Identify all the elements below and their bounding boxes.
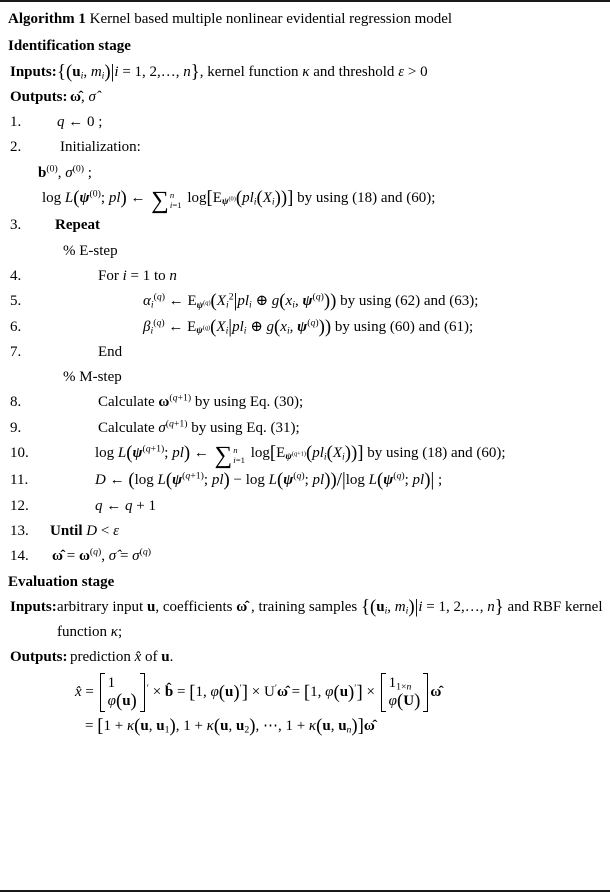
algorithm-line [0,215,610,236]
algorithm-line [0,163,610,184]
line-label: Outputs: [10,88,68,105]
line-label: 12. [10,497,29,514]
line-label: 11. [10,472,29,489]
bottom-rule [0,890,610,892]
algorithm-line [0,36,610,57]
line-label: Inputs: [10,63,57,80]
line-content: $\log L(\psi^{(0)}$; pl) ← ∑ n i=1 $\log[E_{\psi^{(0)}}(pl_i(X_i))]$ by using (18) and (60); [42,187,436,215]
line-content: = [1 + κ(u, $u_1$), 1 + κ(u, $u_2$), ⋯, 1 + κ(u, $u_n)]\omegâ$ [85,715,375,737]
algorithm-line [0,187,610,215]
line-content: function κ; [57,624,123,641]
algorithm-line [0,137,610,158]
line-content: {($u_i$, $m_i)|i = 1$, 2,…, n}, kernel function κ and threshold ε > 0 [57,61,428,83]
algorithm-line [0,597,610,618]
line-content: q ← 0 ; [57,114,103,131]
algorithm-line [0,572,610,593]
line-content: For i = 1 to n [98,267,177,284]
algorithm-line [0,317,610,338]
algorithm-line [0,342,610,363]
algorithm-line [0,418,610,439]
algorithm-line [0,392,610,413]
line-content: ω̂, σ̂ [70,88,96,105]
line-label: 6. [10,318,22,335]
line-content: $\alpha_i^{(q)}$ ← $E_{\psi^{(q)}}(X_i^2|pl_i$ ⊕ $g(x_i$, $\psi^{(q)}$)) by using (62) and (63); [143,290,479,312]
line-content: Identification stage [8,38,131,55]
line-label: 10. [10,445,29,462]
algorithm-title [0,2,610,32]
algorithm-line [0,62,610,83]
line-content: q ← q + 1 [95,497,156,514]
line-content: D ← (log $L(\psi^{(q+1)}$; $pl) - \log L(\psi^{(q)}$; pl))/|log $L(\psi^{(q)}$; pl)| ; [95,470,443,492]
algorithm-line [0,291,610,312]
line-content: % M-step [63,369,122,386]
algorithm-line [0,470,610,491]
line-content: Repeat [55,217,100,234]
line-content: Calculate $\omega^{(q+1)}$ by using Eq. (30); [98,393,304,411]
algorithm-line [0,647,610,668]
algorithm-label: Algorithm 1 [8,11,86,27]
algorithm-line [0,367,610,388]
line-content: arbitrary input u, coefficients ω̂ , training samples {($u_i$, $m_i)|i = 1$, 2,…, n} and RBF kernel [57,596,603,618]
line-label: 1. [10,114,22,131]
line-label: 9. [10,419,22,436]
algorithm-line [0,546,610,567]
line-content: x̂ = 1 φ(u) ′ × b̂ = [1, φ(u)′] × U′ω̂ = [1, φ(u)′] × $1_{1\times n}$ φ(U) ω̂ [75,674,442,712]
algorithm-body [0,36,610,747]
algorithm-line [0,521,610,542]
algorithm-line [0,266,610,287]
line-content: $b^{(0)}$, $\sigma^{(0)}$ ; [38,163,92,181]
line-label: 13. [10,522,29,539]
algorithm-line [0,87,610,108]
line-content: $\beta_i^{(q)}$ ← $E_{\psi^{(q)}}(X_i|pl_i$ ⊕ $g(x_i$, $\psi^{(q)}$)) by using (60) and (61); [143,316,474,338]
line-content: Until D < ε [50,522,119,539]
algorithm-line [0,622,610,643]
line-content: ω̂ = $\omega^{(q)}$, σ̂ = $\sigma^{(q)}$ [52,546,151,565]
line-content: $\log L(\psi^{(q+1)}$; pl) ← ∑ n i=1 $\log[E_{\psi^{(q+1)}}(pl_i(X_i))]$ by using (18) and (60); [95,442,506,470]
algorithm-line [0,673,610,712]
line-label: 4. [10,267,22,284]
line-content: prediction x̂ of u. [70,649,174,666]
line-content: End [98,343,123,360]
line-label: 3. [10,217,22,234]
algorithm-line [0,241,610,262]
algorithm-line [0,112,610,133]
line-label: Inputs: [10,598,57,615]
line-label: Outputs: [10,649,68,666]
line-label: 2. [10,139,22,156]
line-content: Initialization: [60,139,141,156]
algorithm-line [0,442,610,470]
algorithm-line [0,716,610,737]
line-content: Calculate $\sigma^{(q+1)}$ by using Eq. (31); [98,418,300,436]
line-content: % E-step [63,242,118,259]
line-label: 5. [10,293,22,310]
algorithm-line [0,496,610,517]
line-content: Evaluation stage [8,573,115,590]
line-label: 7. [10,343,22,360]
line-label: 14. [10,548,29,565]
line-label: 8. [10,394,22,411]
algorithm-title-text: Kernel based multiple nonlinear evidential regression model [89,11,453,27]
